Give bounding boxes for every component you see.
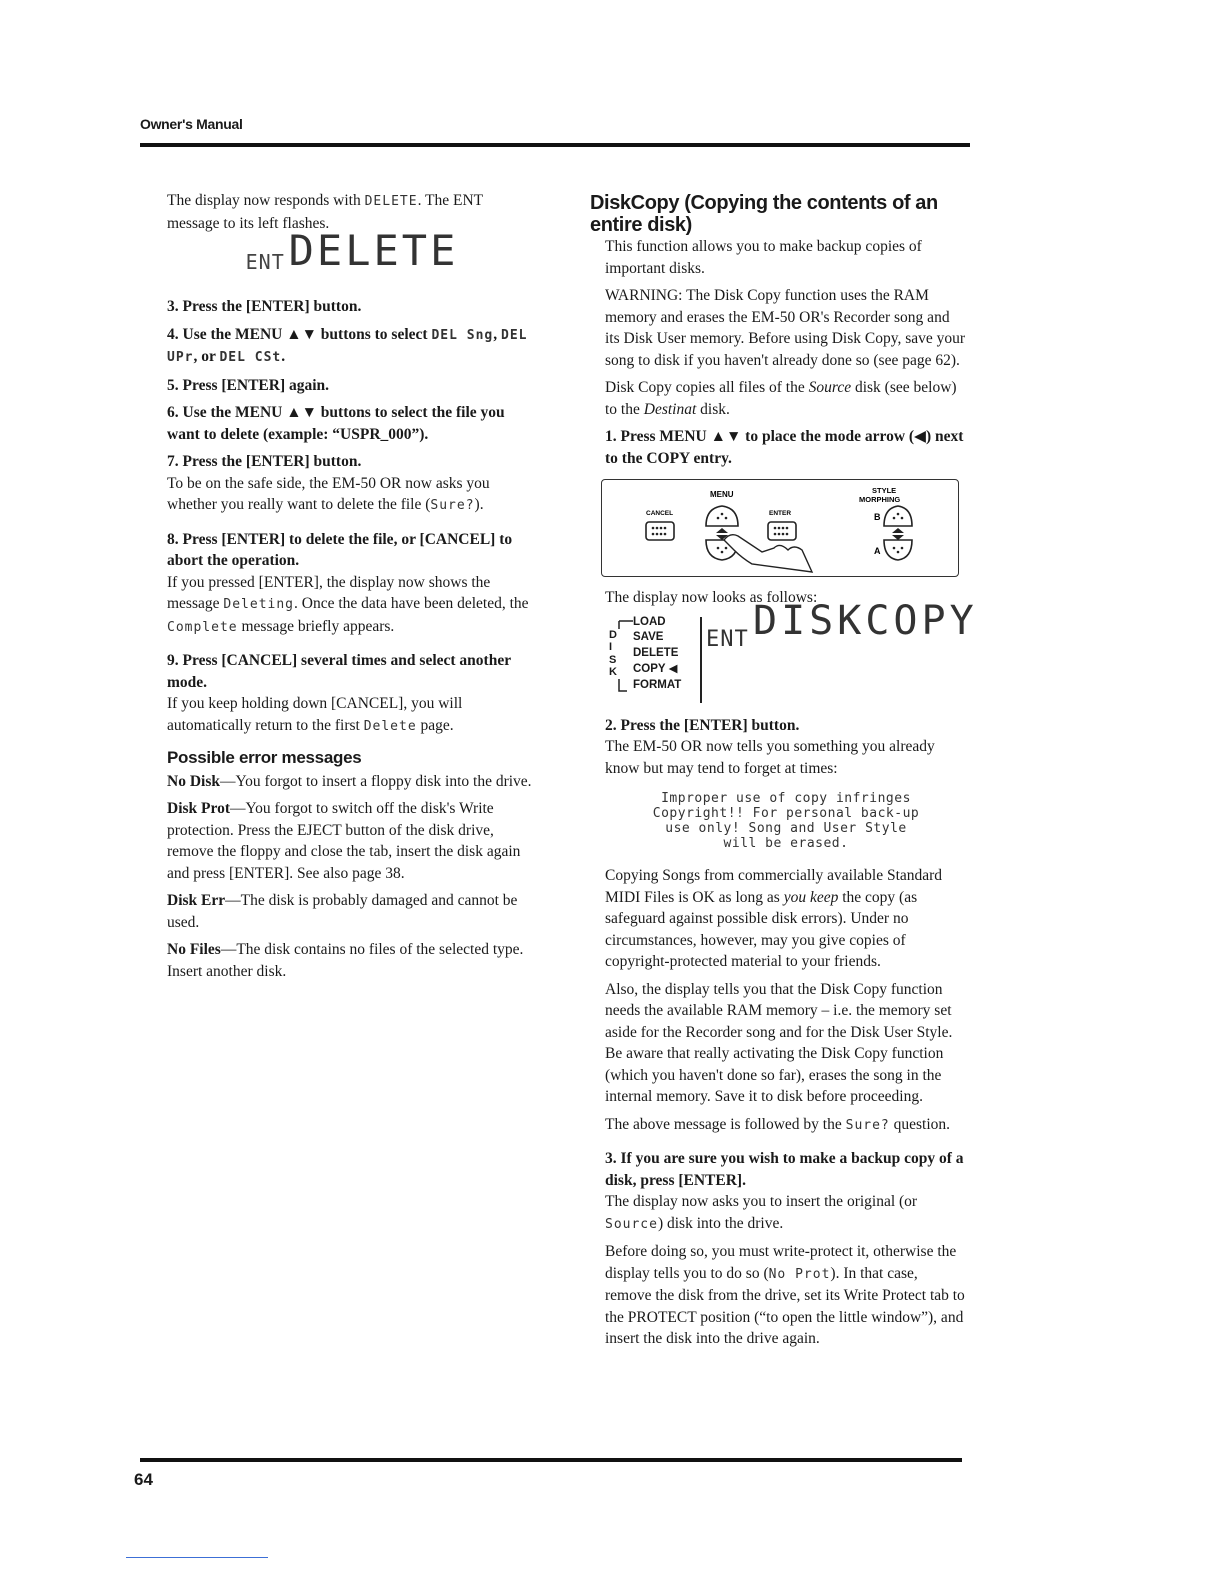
header-rule — [140, 143, 970, 147]
left-column — [167, 190, 537, 988]
step-3: 3. Press the [ENTER] button. — [167, 298, 362, 315]
lcd-divider — [700, 617, 702, 703]
mode-arrow-icon: ◀ — [668, 662, 678, 675]
panel-drawing — [602, 480, 958, 576]
sure-paragraph: The above message is followed by the Sure? question. — [605, 1115, 951, 1133]
errors-heading: Possible error messages — [167, 748, 362, 767]
running-header: Owner's Manual — [140, 116, 243, 132]
source-dest-paragraph: Disk Copy copies all files of the Source disk (see below) to the Destinat disk. — [605, 379, 957, 418]
display-follows-text: The display now looks as follows: — [605, 589, 818, 606]
blue-underline — [126, 1557, 268, 1558]
copying-songs-paragraph: Copying Songs from commercially available Standard MIDI Files is OK as long as you keep the copy (as safeguard against possible disk errors). Under no circumstances, however, may you give copies of copyright-protected material to your friends. — [605, 867, 943, 970]
step-8: 8. Press [ENTER] to delete the file, or [CANCEL] to abort the operation. — [167, 530, 513, 569]
right-intro: This function allows you to make backup copies of important disks. — [605, 238, 922, 277]
footer-rule — [140, 1458, 962, 1462]
step-7-body: To be on the safe side, the EM-50 OR now asks you whether you really want to delete the file (Sure?). — [167, 474, 490, 513]
lcd-main-text: DISKCOPY — [753, 597, 978, 644]
menu-label: MENU — [710, 490, 734, 499]
step-9-body: If you keep holding down [CANCEL], you will automatically return to the first Delete page. — [167, 695, 463, 734]
enter-button — [768, 522, 796, 540]
lcd-delete-display — [167, 226, 537, 288]
step-4: 4. Use the MENU ▲▼ buttons to select DEL Sng, DEL UPr, or DEL CSt. — [167, 325, 528, 365]
lcd-main-text: DELETE — [288, 226, 459, 275]
page-number: 64 — [134, 1470, 153, 1489]
warning-paragraph: WARNING: The Disk Copy function uses the RAM memory and erases the EM-50 OR's Recorder song and its Disk User memory. Before using Disk Copy, save your song to disk if you haven't already done so (see page 62). — [605, 287, 966, 369]
mode-copy: COPY ◀ — [633, 662, 678, 675]
morphing-label: MORPHING — [859, 495, 901, 504]
step-8-body: If you pressed [ENTER], the display now shows the message Deleting. Once the data have been deleted, the Complete message briefly appears. — [167, 573, 529, 635]
error-no-files: No Files—The disk contains no files of the selected type. Insert another disk. — [167, 941, 524, 980]
hand-pointer-icon — [724, 535, 812, 572]
diskcopy-heading: DiskCopy (Copying the contents of an entire disk) — [590, 192, 938, 236]
step-6: 6. Use the MENU ▲▼ buttons to select the file you want to delete (example: “USPR_000”). — [167, 404, 505, 443]
morphing-buttons — [874, 506, 912, 560]
lcd-copyright-message: Improper use of copy infringes Copyright!! For personal back-up use only! Song and User Style will be erased. — [652, 791, 920, 851]
mode-format: FORMAT — [633, 678, 682, 691]
lcd-inline-text: DELETE — [364, 194, 418, 209]
svg-text:A: A — [874, 546, 881, 556]
lcd-ent-indicator: ENT — [245, 250, 285, 274]
mode-delete: DELETE — [633, 646, 679, 659]
error-disk-err: Disk Err—The disk is probably damaged and cannot be used. — [167, 892, 518, 931]
disk-vertical-label: D I S K — [609, 628, 617, 678]
step-9: 9. Press [CANCEL] several times and select another mode. — [167, 652, 511, 691]
right-step-3-body: The display now asks you to insert the original (or Source) disk into the drive. — [605, 1193, 918, 1232]
right-step-3: 3. If you are sure you wish to make a backup copy of a disk, press [ENTER]. — [605, 1150, 964, 1189]
right-step-1: 1. Press MENU ▲▼ to place the mode arrow (◀) next to the COPY entry. — [605, 428, 964, 467]
style-label: STYLE — [872, 486, 897, 495]
mode-save: SAVE — [633, 630, 664, 643]
step-7: 7. Press the [ENTER] button. — [167, 453, 362, 470]
cancel-button — [646, 522, 674, 540]
right-column — [605, 236, 978, 1356]
right-step-2: 2. Press the [ENTER] button. — [605, 716, 800, 734]
step-5: 5. Press [ENTER] again. — [167, 376, 330, 394]
ram-paragraph: Also, the display tells you that the Disk Copy function needs the available RAM memory – i.e. the memory set aside for the Recorder song and for the Disk User Style. Be aware that really activating the Disk Copy function (which you haven't done so far), erases the song in the internal memory. Save it to disk before proceeding. — [605, 980, 953, 1105]
right-step-2-body: The EM-50 OR now tells you something you already know but may tend to forget at times: — [605, 738, 935, 777]
menu-up-down-buttons — [706, 506, 738, 560]
error-disk-prot: Disk Prot—You forgot to switch off the disk's Write protection. Press the EJECT button of the disk drive, remove the floppy and close the tab, insert the disk again and press [ENTER]. See also page 38. — [167, 800, 521, 882]
cancel-label: CANCEL — [646, 510, 674, 517]
intro-paragraph: The display now responds with DELETE. The ENT message to its left flashes. — [167, 192, 483, 232]
mode-load: LOAD — [633, 615, 666, 628]
front-panel-illustration — [601, 479, 959, 577]
lcd-ent-indicator: ENT — [706, 626, 749, 652]
write-protect-paragraph: Before doing so, you must write-protect it, otherwise the display tells you to do so (No Prot). In that case, remove the disk from the drive, set its Write Protect tab to the PROTECT position (“to open the little window”), and insert the disk into the drive again. — [605, 1243, 965, 1347]
mode-list — [605, 615, 700, 701]
svg-text:B: B — [874, 512, 881, 522]
error-no-disk: No Disk—You forgot to insert a floppy disk into the drive. — [167, 772, 532, 790]
enter-label: ENTER — [769, 510, 792, 517]
